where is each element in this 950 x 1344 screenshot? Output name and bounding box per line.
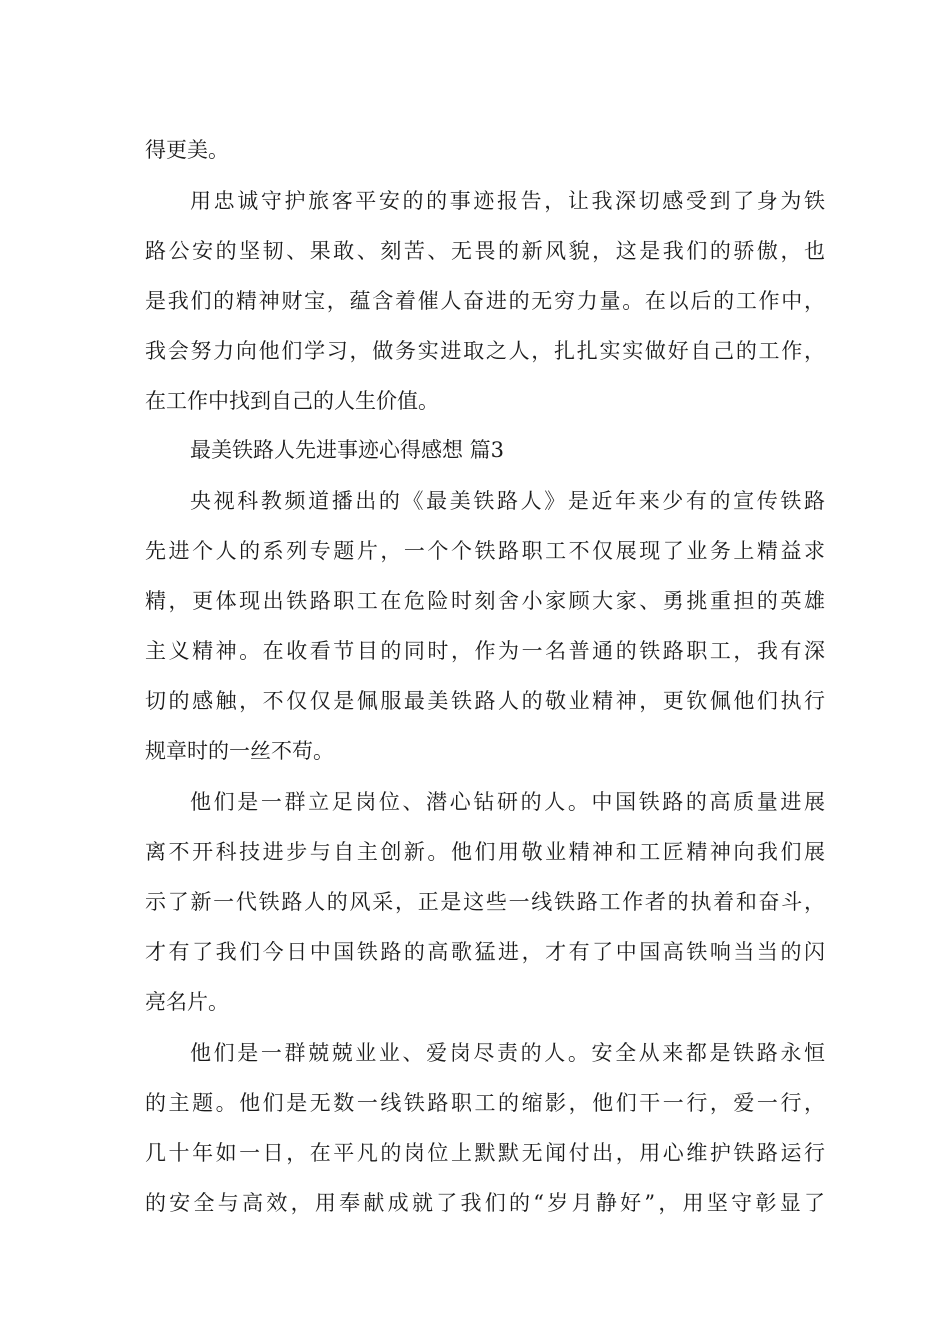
section-heading: 最美铁路人先进事迹心得感想 篇3 (190, 438, 505, 462)
paragraph-line: 亮名片。 (145, 990, 229, 1014)
paragraph-line: 主义精神。在收看节目的同时，作为一名普通的铁路职工，我有深 (145, 639, 825, 663)
paragraph-line: 的主题。他们是无数一线铁路职工的缩影，他们干一行，爱一行， (145, 1091, 825, 1115)
paragraph-line: 示了新一代铁路人的风采，正是这些一线铁路工作者的执着和奋斗， (145, 890, 825, 914)
paragraph-line: 才有了我们今日中国铁路的高歌猛进，才有了中国高铁响当当的闪 (145, 940, 825, 964)
paragraph-line: 规章时的一丝不苟。 (145, 739, 334, 763)
paragraph-line: 央视科教频道播出的《最美铁路人》是近年来少有的宣传铁路 (190, 489, 825, 513)
paragraph-line: 是我们的精神财宝，蕴含着催人奋进的无穷力量。在以后的工作中， (145, 289, 825, 313)
paragraph-line: 切的感触，不仅仅是佩服最美铁路人的敬业精神，更钦佩他们执行 (145, 689, 825, 713)
paragraph-line: 在工作中找到自己的人生价值。 (145, 389, 439, 413)
paragraph-line: 离不开科技进步与自主创新。他们用敬业精神和工匠精神向我们展 (145, 840, 825, 864)
paragraph-line: 用忠诚守护旅客平安的的事迹报告，让我深切感受到了身为铁 (190, 189, 825, 213)
paragraph-line: 路公安的坚韧、果敢、刻苦、无畏的新风貌，这是我们的骄傲，也 (145, 239, 825, 263)
paragraph-line: 得更美。 (145, 138, 229, 162)
paragraph-line: 他们是一群兢兢业业、爱岗尽责的人。安全从来都是铁路永恒 (190, 1041, 825, 1065)
paragraph-line: 精，更体现出铁路职工在危险时刻舍小家顾大家、勇挑重担的英雄 (145, 589, 825, 613)
paragraph-line: 我会努力向他们学习，做务实进取之人，扎扎实实做好自己的工作， (145, 339, 825, 363)
paragraph-line: 先进个人的系列专题片，一个个铁路职工不仅展现了业务上精益求 (145, 539, 825, 563)
paragraph-line: 的安全与高效，用奉献成就了我们的“岁月静好”，用坚守彰显了 (145, 1191, 825, 1215)
paragraph-line: 几十年如一日，在平凡的岗位上默默无闻付出，用心维护铁路运行 (145, 1141, 825, 1165)
paragraph-line: 他们是一群立足岗位、潜心钻研的人。中国铁路的高质量进展 (190, 790, 825, 814)
